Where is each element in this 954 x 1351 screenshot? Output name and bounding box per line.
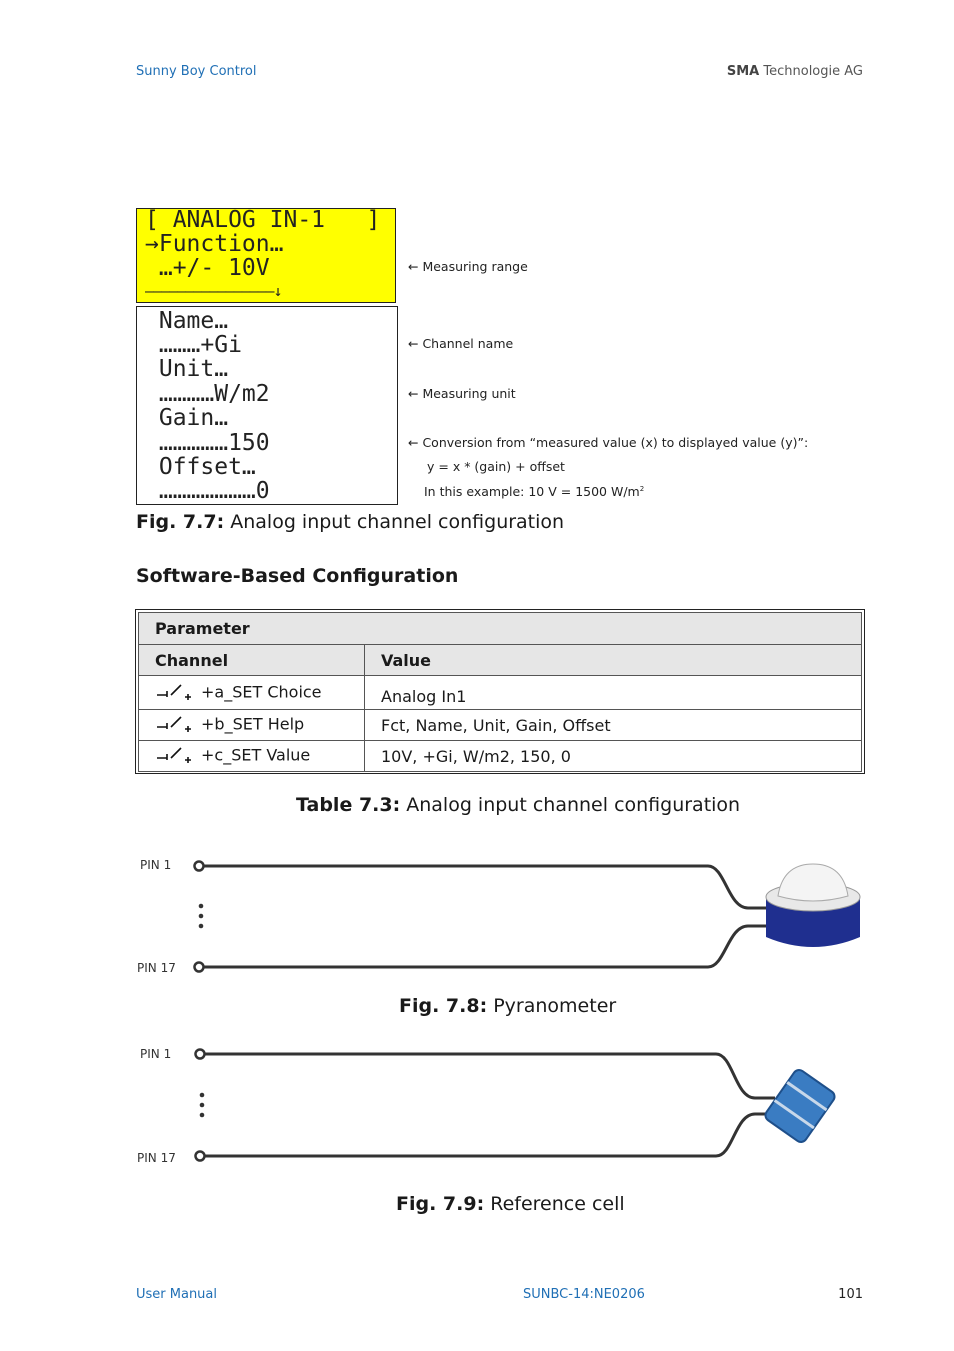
key-combo-icon xyxy=(155,713,195,737)
table-header-row xyxy=(139,613,862,645)
table-col-channel: Channel xyxy=(139,645,365,676)
config-table-frame xyxy=(135,609,865,774)
table-channel-text: +a_SET Choice xyxy=(201,682,322,701)
config-table xyxy=(138,612,862,772)
note-example xyxy=(424,484,644,499)
note-example-sup: 2 xyxy=(639,484,645,493)
header-left: Sunny Boy Control xyxy=(136,64,257,79)
table-caption-text: Analog input channel configuration xyxy=(400,794,741,816)
note-measuring-unit: ← Measuring unit xyxy=(408,386,516,401)
lcd-line-function: →Function… xyxy=(145,231,284,257)
dots-icon xyxy=(199,904,204,929)
reference-cell-icon xyxy=(763,1068,837,1145)
section-title: Software-Based Configuration xyxy=(136,565,459,587)
page-number: 101 xyxy=(838,1287,863,1302)
lcd-bottom-panel xyxy=(136,306,398,505)
wire-bottom xyxy=(204,926,770,967)
fig79-text: Reference cell xyxy=(484,1193,625,1215)
table-header-parameter: Parameter xyxy=(139,613,862,645)
table-col-value: Value xyxy=(365,645,862,676)
lcd-line-unit-value: …………W/m2 xyxy=(145,381,270,407)
fig78-caption xyxy=(399,995,616,1017)
pin-1-terminal xyxy=(196,1050,205,1059)
fig79-label: Fig. 7.9: xyxy=(396,1193,485,1215)
table-caption xyxy=(296,794,740,816)
header-brand: SMA xyxy=(726,64,760,79)
lcd-line-title: [ ANALOG IN-1 ] xyxy=(145,207,381,233)
table-column-header-row xyxy=(139,645,862,676)
fig78-text: Pyranometer xyxy=(487,995,617,1017)
fig77-label: Fig. 7.7: xyxy=(136,511,225,533)
pyranometer-diagram xyxy=(180,850,880,980)
header-company: Technologie AG xyxy=(763,64,863,79)
lcd-line-range: …+/- 10V xyxy=(145,255,270,281)
pin-17-terminal xyxy=(195,963,204,972)
wire-top xyxy=(204,866,770,908)
note-formula: y = x * (gain) + offset xyxy=(427,459,565,474)
lcd-line-offset-value: …………………0 xyxy=(145,478,270,504)
dots-icon xyxy=(200,1093,205,1118)
lcd-line-divider: ――――――――――――――――↓ xyxy=(145,282,282,300)
table-cell-channel xyxy=(139,741,365,772)
table-row xyxy=(139,741,862,772)
table-channel-text: +c_SET Value xyxy=(201,745,311,765)
key-combo-icon xyxy=(155,681,195,705)
pyranometer-icon xyxy=(766,864,860,947)
pin-17-terminal xyxy=(196,1152,205,1161)
lcd-line-gain: Gain… xyxy=(145,405,229,431)
fig77-caption xyxy=(136,511,564,533)
footer-left: User Manual xyxy=(136,1287,218,1302)
wire-bottom xyxy=(205,1114,775,1156)
lcd-line-name-value: ………+Gi xyxy=(145,332,242,358)
fig78-label: Fig. 7.8: xyxy=(399,995,488,1017)
fig79-pin-bottom-label: PIN 17 xyxy=(137,1151,176,1165)
header-right xyxy=(727,64,863,79)
wire-top xyxy=(205,1054,775,1098)
table-cell-value: Analog In1 xyxy=(365,676,862,710)
note-channel-name: ← Channel name xyxy=(408,336,514,351)
table-cell-channel xyxy=(139,676,365,710)
lcd-line-name: Name… xyxy=(145,308,229,334)
lcd-line-unit: Unit… xyxy=(145,356,229,382)
note-conversion: ← Conversion from “measured value (x) to displayed value (y)”: xyxy=(408,435,809,450)
key-combo-icon xyxy=(155,744,195,768)
reference-cell-diagram xyxy=(180,1040,860,1170)
fig79-pin-top-label: PIN 1 xyxy=(140,1047,172,1061)
table-channel-text: +b_SET Help xyxy=(201,714,305,734)
table-cell-value: 10V, +Gi, W/m2, 150, 0 xyxy=(365,741,862,772)
table-caption-label: Table 7.3: xyxy=(296,794,401,816)
table-row xyxy=(139,676,862,710)
table-cell-value: Fct, Name, Unit, Gain, Offset xyxy=(365,710,862,741)
note-example-text: In this example: 10 V = 1500 W/m xyxy=(424,484,640,499)
lcd-line-gain-value: ……………150 xyxy=(145,430,270,456)
fig78-pin-bottom-label: PIN 17 xyxy=(137,961,176,975)
table-cell-channel xyxy=(139,710,365,741)
fig77-text: Analog input channel configuration xyxy=(224,511,565,533)
note-measuring-range: ← Measuring range xyxy=(408,259,528,274)
fig78-pin-top-label: PIN 1 xyxy=(140,858,172,872)
table-row xyxy=(139,710,862,741)
lcd-top-panel xyxy=(136,208,396,303)
pin-1-terminal xyxy=(195,862,204,871)
fig79-caption xyxy=(396,1193,625,1215)
lcd-line-offset: Offset… xyxy=(145,454,256,480)
footer-doc-code: SUNBC-14:NE0206 xyxy=(523,1287,645,1302)
